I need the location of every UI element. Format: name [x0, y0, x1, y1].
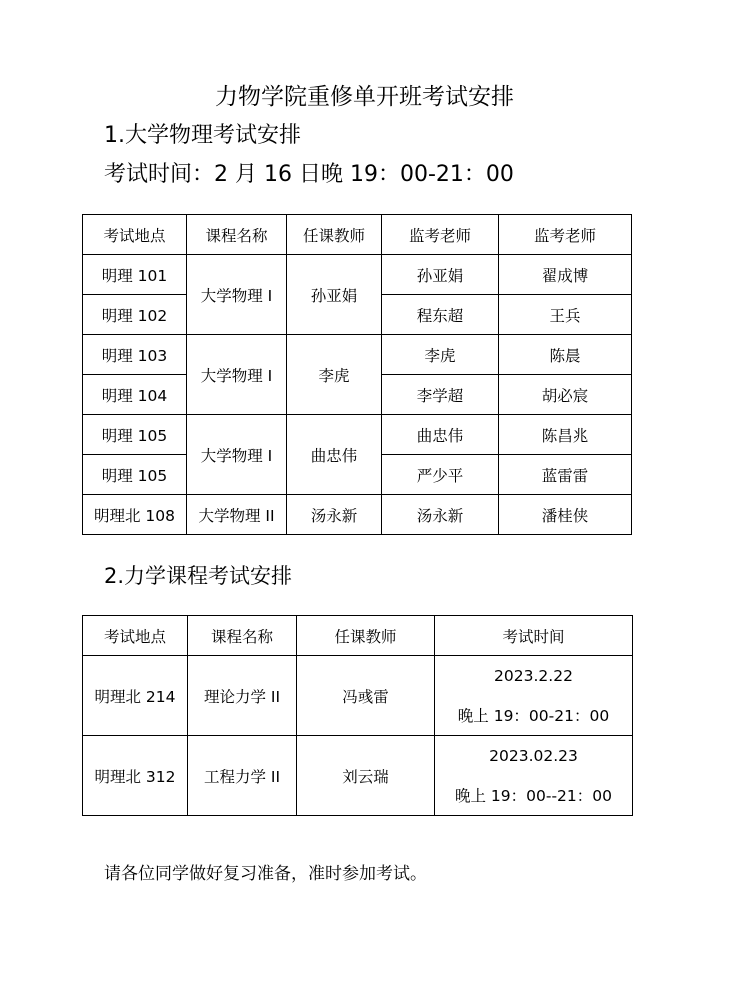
- room-cell: 明理 105: [83, 455, 187, 495]
- room-cell: 明理 103: [83, 335, 187, 375]
- exam-time-cell: [435, 656, 633, 736]
- course-cell: 大学物理 I: [187, 415, 287, 495]
- exam-date: 2023.2.22: [494, 666, 573, 685]
- teacher-cell: 曲忠伟: [287, 415, 382, 495]
- exam-time: 晚上 19：00-21：00: [457, 706, 610, 725]
- room-cell: 明理 102: [83, 295, 187, 335]
- header-cell: 课程名称: [187, 215, 287, 255]
- table-header-row: [83, 616, 633, 656]
- course-cell: 大学物理 I: [187, 335, 287, 415]
- section1-heading: 1.大学物理考试安排: [104, 123, 301, 148]
- document-title: 力物学院重修单开班考试安排: [215, 84, 514, 110]
- header-cell: 监考老师: [382, 215, 499, 255]
- room-cell: 明理 101: [83, 255, 187, 295]
- table-row: [83, 255, 632, 295]
- header-cell: 考试时间: [435, 616, 633, 656]
- room-cell: 明理北 214: [83, 656, 188, 736]
- proctor-cell: 蓝雷雷: [499, 455, 632, 495]
- physics-exam-table: [82, 214, 632, 535]
- teacher-cell: 刘云瑞: [297, 736, 435, 816]
- proctor-cell: 胡必宸: [499, 375, 632, 415]
- course-cell: 工程力学 II: [188, 736, 297, 816]
- proctor-cell: 翟成博: [499, 255, 632, 295]
- header-cell: 课程名称: [188, 616, 297, 656]
- teacher-cell: 李虎: [287, 335, 382, 415]
- mechanics-exam-table: [82, 615, 633, 816]
- proctor-cell: 陈昌兆: [499, 415, 632, 455]
- table-row: [83, 335, 632, 375]
- header-cell: 考试地点: [83, 616, 188, 656]
- section1-exam-time: 考试时间：2 月 16 日晚 19：00-21：00: [104, 162, 514, 187]
- table-row: [83, 736, 633, 816]
- header-cell: 任课教师: [287, 215, 382, 255]
- proctor-cell: 李虎: [382, 335, 499, 375]
- teacher-cell: 冯彧雷: [297, 656, 435, 736]
- room-cell: 明理 104: [83, 375, 187, 415]
- course-cell: 理论力学 II: [188, 656, 297, 736]
- proctor-cell: 王兵: [499, 295, 632, 335]
- room-cell: 明理 105: [83, 415, 187, 455]
- teacher-cell: 汤永新: [287, 495, 382, 535]
- proctor-cell: 孙亚娟: [382, 255, 499, 295]
- teacher-cell: 孙亚娟: [287, 255, 382, 335]
- table-header-row: [83, 215, 632, 255]
- section2-heading: 2.力学课程考试安排: [104, 564, 293, 588]
- proctor-cell: 严少平: [382, 455, 499, 495]
- table-row: [83, 415, 632, 455]
- room-cell: 明理北 108: [83, 495, 187, 535]
- header-cell: 考试地点: [83, 215, 187, 255]
- table-row: [83, 495, 632, 535]
- table-row: [83, 656, 633, 736]
- exam-time: 晚上 19：00--21：00: [454, 786, 612, 805]
- proctor-cell: 曲忠伟: [382, 415, 499, 455]
- course-cell: 大学物理 II: [187, 495, 287, 535]
- proctor-cell: 陈晨: [499, 335, 632, 375]
- header-cell: 监考老师: [499, 215, 632, 255]
- proctor-cell: 潘桂侠: [499, 495, 632, 535]
- exam-time-cell: [435, 736, 633, 816]
- proctor-cell: 汤永新: [382, 495, 499, 535]
- exam-date: 2023.02.23: [489, 746, 578, 765]
- room-cell: 明理北 312: [83, 736, 188, 816]
- closing-note: 请各位同学做好复习准备，准时参加考试。: [104, 864, 427, 884]
- proctor-cell: 李学超: [382, 375, 499, 415]
- proctor-cell: 程东超: [382, 295, 499, 335]
- course-cell: 大学物理 I: [187, 255, 287, 335]
- header-cell: 任课教师: [297, 616, 435, 656]
